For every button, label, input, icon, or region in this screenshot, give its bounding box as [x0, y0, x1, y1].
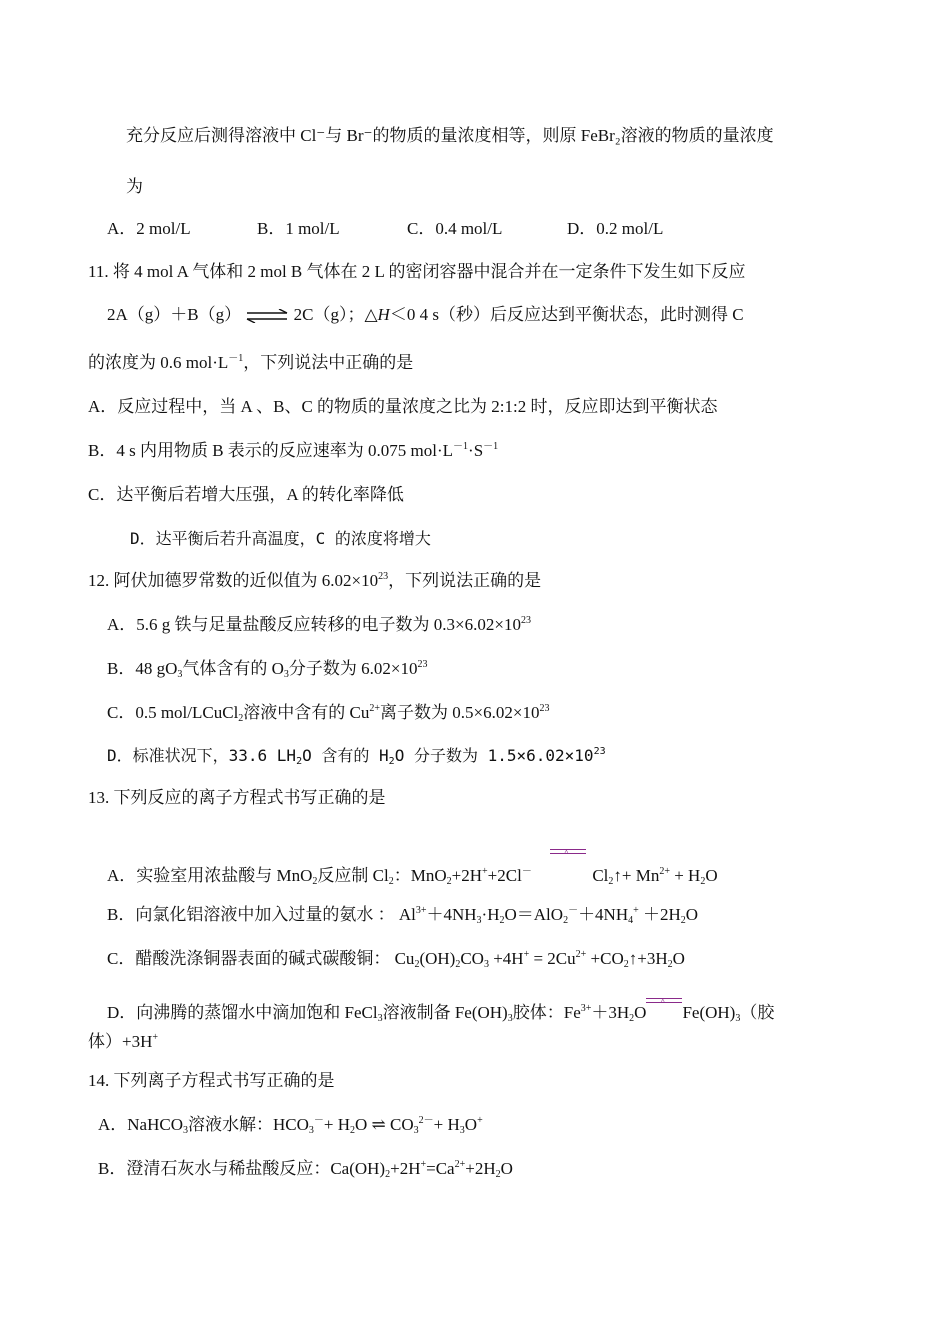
heating-equals-icon: ▵ [550, 845, 580, 863]
heating-equals-icon: ▵ [646, 994, 682, 1012]
q14-option-a: A．NaHCO$_3$溶液水解：$HCO_3^-+ H_2O$ ⇌ $CO_3^{2-}+ H_3O^+$ [98, 1115, 483, 1136]
q13-option-d-line2: 体）+3H+ [88, 1032, 159, 1051]
q11-option-d: D．达平衡后若升高温度，C 的浓度将增大 [130, 529, 431, 548]
q10-option-a: A．2 mol/L [107, 219, 191, 238]
reversible-arrow-icon [245, 309, 289, 323]
q11-equation-line: 2A（g）＋B（g） 2C（g）；△H＜0 4 s（秒）后反应达到平衡状态，此时测得 C [107, 305, 744, 324]
q12-stem: 12. 阿伏加德罗常数的近似值为 $6.02\times 10^{23}$，下列说法正确的是 [88, 571, 542, 590]
q10-option-c: C．0.4 mol/L [407, 219, 503, 238]
q10-options [107, 217, 664, 241]
q13-option-c: C．醋酸洗涤铜器表面的碱式碳酸铜： $Cu_2(OH)_2CO_3 +4H^+ = 2Cu^{2+}$ $+CO_2↑+3H_2O$ [107, 949, 685, 970]
q13-stem: 13. 下列反应的离子方程式书写正确的是 [88, 788, 386, 807]
q13-option-d: D．向沸腾的蒸馏水中滴加饱和 FeCl$_3$溶液制备 $Fe(OH)_3$胶体：$Fe^{3+}+3H_2O$ ▵ $Fe(OH)_3$（胶 [107, 995, 775, 1024]
q14-option-b: B．澄清石灰水与稀盐酸反应：$Ca(OH)_2+2H^+=Ca^{2+}+2H_2O$ [98, 1159, 513, 1180]
q12-option-a: A．5.6 g 铁与足量盐酸反应转移的电子数为 $0.3\times 6.02\times 10^{23}$ [107, 615, 531, 634]
q13-option-a: A．实验室用浓盐酸与 MnO$_2$反应制 $Cl_2$：MnO$_2$+2H++2Cl－ ▵ $Cl_2↑+ Mn^{2+} + H_2O$ [107, 846, 718, 887]
q10-option-b: B．1 mol/L [257, 219, 340, 238]
q11-option-c: C．达平衡后若增大压强，A 的转化率降低 [88, 485, 404, 504]
q11-stem-line3: 的浓度为 0.6 $mol\cdot L^{-1}$，下列说法中正确的是 [88, 353, 414, 372]
q12-option-b: B．48 $gO_3$气体含有的 $O_3$分子数为 $6.02\times 10^{23}$ [107, 659, 428, 680]
q13-option-b: B．向氯化铝溶液中加入过量的氨水 ： $Al^{3+}+4NH_3\cdot H_2O=AlO_2^-+4NH_4^+ +2H_2O$ [107, 905, 699, 926]
q14-stem: 14. 下列离子方程式书写正确的是 [88, 1071, 335, 1090]
q12-option-d: D．标准状况下，33.6 $LH_2O$ 含有的 $H_2O$ 分子数为 $1.5\times 6.02\times 10^{23}$ [107, 746, 606, 767]
q10-continuation-line2: 为 [126, 177, 143, 196]
q11-option-b: B．4 s 内用物质 B 表示的反应速率为 0.075 $mol\cdot L^{-1}\cdot S^{-1}$ [88, 441, 499, 460]
q11-stem: 11. 将 4 mol A 气体和 2 mol B 气体在 2 L 的密闭容器中混合并在一定条件下发生如下反应 [88, 262, 746, 281]
q11-option-a: A．反应过程中，当 A 、B、C 的物质的量浓度之比为 2:1:2 时，反应即达到平衡状态 [88, 397, 718, 416]
q10-option-d: D．0.2 mol/L [567, 219, 664, 238]
q12-option-c: C．0.5 mol/LCuCl$_2$溶液中含有的 $Cu^{2+}$离子数为 $0.5\times 6.02\times 10^{23}$ [107, 703, 550, 724]
q10-continuation-line: 充分反应后测得溶液中 Cl⁻与 Br⁻的物质的量浓度相等，则原 FeBr₂溶液的物质的量浓度 [126, 126, 774, 145]
